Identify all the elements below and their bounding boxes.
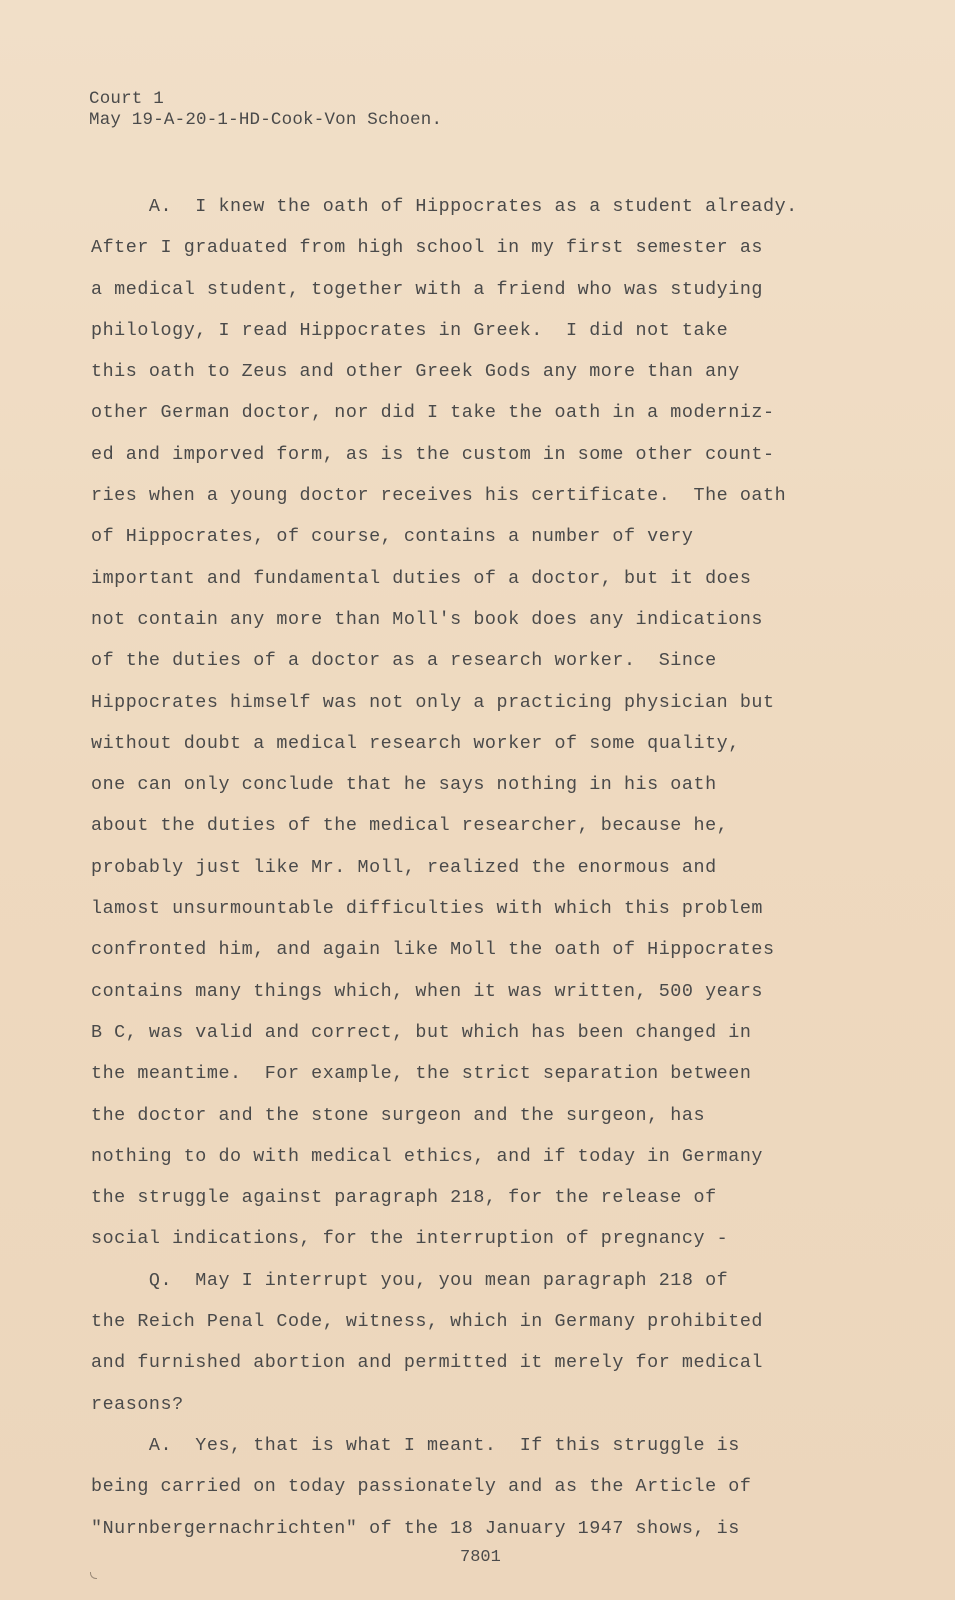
transcript-line: After I graduated from high school in my first semester as xyxy=(91,237,763,259)
transcript-line: confronted him, and again like Moll the oath of Hippocrates xyxy=(91,939,775,961)
transcript-line: not contain any more than Moll's book does any indications xyxy=(91,608,763,630)
transcript-line: about the duties of the medical researcher, because he, xyxy=(91,815,729,837)
transcript-line: probably just like Mr. Moll, realized the enormous and xyxy=(91,856,717,878)
transcript-line: being carried on today passionately and as the Article of xyxy=(91,1476,752,1498)
transcript-line: B C, was valid and correct, but which has been changed in xyxy=(91,1021,752,1043)
transcript-line: contains many things which, when it was written, 500 years xyxy=(91,980,763,1002)
transcript-line: philology, I read Hippocrates in Greek. I did not take xyxy=(91,319,729,341)
transcript-line: one can only conclude that he says nothing in his oath xyxy=(91,774,717,796)
header-court-line: Court 1 xyxy=(89,89,164,109)
transcript-line: other German doctor, nor did I take the oath in a moderniz- xyxy=(91,402,775,424)
transcript-body xyxy=(91,186,851,1549)
transcript-line: Q. May I interrupt you, you mean paragraph 218 of xyxy=(91,1269,729,1291)
transcript-line: the meantime. For example, the strict separation between xyxy=(91,1063,752,1085)
document-header xyxy=(89,89,442,131)
transcript-line: A. I knew the oath of Hippocrates as a student already. xyxy=(91,196,798,217)
transcript-line: ries when a young doctor receives his certificate. The oath xyxy=(91,485,787,507)
transcript-line: "Nurnbergernachrichten" of the 18 January 1947 shows, is xyxy=(91,1517,740,1539)
transcript-line: the struggle against paragraph 218, for the release of xyxy=(91,1187,717,1209)
transcript-line: this oath to Zeus and other Greek Gods any more than any xyxy=(91,361,740,383)
transcript-line: of the duties of a doctor as a research worker. Since xyxy=(91,650,717,672)
page-number: 7801 xyxy=(460,1548,501,1567)
transcript-line: social indications, for the interruption of pregnancy - xyxy=(91,1228,729,1250)
transcript-line: Hippocrates himself was not only a practicing physician but xyxy=(91,691,775,713)
transcript-line: a medical student, together with a friend who was studying xyxy=(91,278,763,300)
transcript-line: without doubt a medical research worker of some quality, xyxy=(91,732,740,754)
transcript-line: lamost unsurmountable difficulties with which this problem xyxy=(91,898,763,920)
transcript-line: reasons? xyxy=(91,1393,184,1415)
transcript-line: ed and imporved form, as is the custom in some other count- xyxy=(91,443,775,465)
transcript-line: and furnished abortion and permitted it merely for medical xyxy=(91,1352,763,1374)
paper-mark xyxy=(90,1572,97,1579)
header-session-line: May 19-A-20-1-HD-Cook-Von Schoen. xyxy=(89,110,443,130)
transcript-line: A. Yes, that is what I meant. If this struggle is xyxy=(91,1434,740,1456)
transcript-line: nothing to do with medical ethics, and if today in Germany xyxy=(91,1145,763,1167)
transcript-line: the Reich Penal Code, witness, which in Germany prohibited xyxy=(91,1311,763,1333)
transcript-line: the doctor and the stone surgeon and the surgeon, has xyxy=(91,1104,706,1126)
transcript-line: important and fundamental duties of a doctor, but it does xyxy=(91,567,752,589)
transcript-line: of Hippocrates, of course, contains a number of very xyxy=(91,526,694,548)
